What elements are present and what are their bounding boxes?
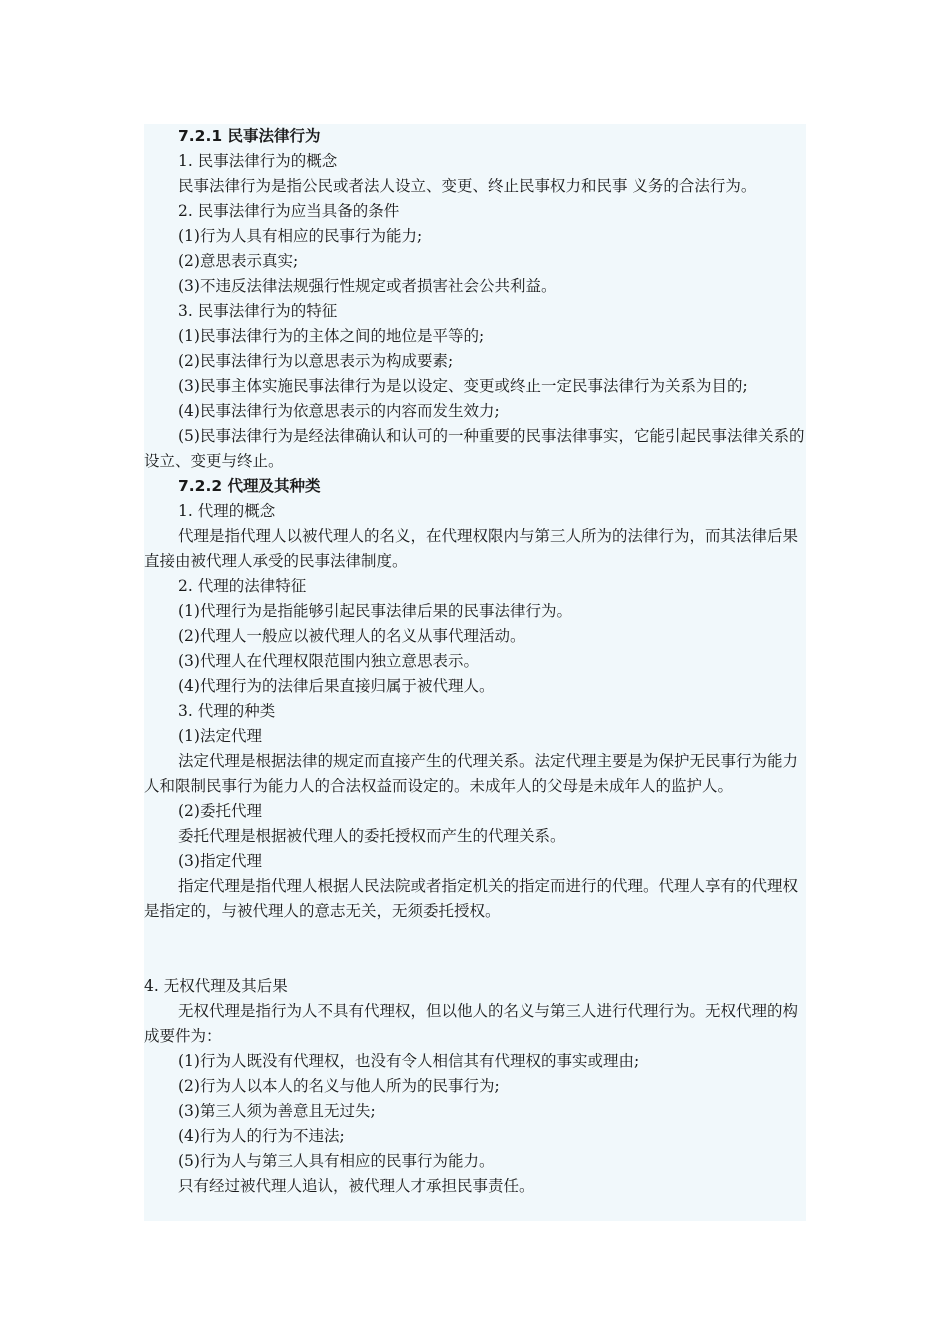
list-item: (2)民事法律行为以意思表示为构成要素; [178, 352, 454, 370]
list-item: (3)民事主体实施民事法律行为是以设定、变更或终止一定民事法律行为关系为目的; [178, 377, 748, 395]
subsection-title: 2. 民事法律行为应当具备的条件 [178, 202, 400, 220]
paragraph: 代理是指代理人以被代理人的名义，在代理权限内与第三人所为的法律行为，而其法律后果直接由被代理人承受的民事法律制度。 [144, 527, 799, 570]
section-heading: 7.2.2 代理及其种类 [178, 477, 321, 495]
paragraph: 民事法律行为是指公民或者法人设立、变更、终止民事权力和民事 义务的合法行为。 [178, 177, 757, 195]
subsection-title: 4. 无权代理及其后果 [144, 977, 288, 995]
subsection-title: 3. 民事法律行为的特征 [178, 302, 338, 320]
subsection-title: 2. 代理的法律特征 [178, 577, 307, 595]
paragraph: 只有经过被代理人追认，被代理人才承担民事责任。 [178, 1177, 535, 1195]
list-item: (1)代理行为是指能够引起民事法律后果的民事法律行为。 [178, 602, 572, 620]
document-body [144, 124, 806, 1221]
type-name: (1)法定代理 [178, 727, 262, 745]
paragraph: 委托代理是根据被代理人的委托授权而产生的代理关系。 [178, 827, 566, 845]
paragraph: 法定代理是根据法律的规定而直接产生的代理关系。法定代理主要是为保护无民事行为能力人和限制民事行为能力人的合法权益而设定的。未成年人的父母是未成年人的监护人。 [144, 752, 799, 795]
list-item: (1)行为人具有相应的民事行为能力; [178, 227, 423, 245]
list-item: (3)第三人须为善意且无过失; [178, 1102, 376, 1120]
subsection-title: 1. 民事法律行为的概念 [178, 152, 338, 170]
list-item: (3)代理人在代理权限范围内独立意思表示。 [178, 652, 479, 670]
list-item: (2)行为人以本人的名义与他人所为的民事行为; [178, 1077, 500, 1095]
list-item: (1)民事法律行为的主体之间的地位是平等的; [178, 327, 485, 345]
list-item: (4)民事法律行为依意思表示的内容而发生效力; [178, 402, 500, 420]
list-item: (4)行为人的行为不违法; [178, 1127, 345, 1145]
list-item: (5)行为人与第三人具有相应的民事行为能力。 [178, 1152, 495, 1170]
list-item: (2)意思表示真实; [178, 252, 299, 270]
subsection-title: 3. 代理的种类 [178, 702, 276, 720]
spacer [144, 924, 806, 974]
list-item: (5)民事法律行为是经法律确认和认可的一种重要的民事法律事实，它能引起民事法律关系的设立、变更与终止。 [144, 427, 805, 470]
section-heading: 7.2.1 民事法律行为 [178, 127, 321, 145]
type-name: (3)指定代理 [178, 852, 262, 870]
subsection-title: 1. 代理的概念 [178, 502, 276, 520]
paragraph: 指定代理是指代理人根据人民法院或者指定机关的指定而进行的代理。代理人享有的代理权是指定的，与被代理人的意志无关，无须委托授权。 [144, 877, 799, 920]
paragraph: 无权代理是指行为人不具有代理权，但以他人的名义与第三人进行代理行为。无权代理的构成要件为： [144, 1002, 799, 1045]
list-item: (4)代理行为的法律后果直接归属于被代理人。 [178, 677, 495, 695]
type-name: (2)委托代理 [178, 802, 262, 820]
list-item: (2)代理人一般应以被代理人的名义从事代理活动。 [178, 627, 526, 645]
list-item: (1)行为人既没有代理权，也没有令人相信其有代理权的事实或理由; [178, 1052, 640, 1070]
list-item: (3)不违反法律法规强行性规定或者损害社会公共利益。 [178, 277, 557, 295]
